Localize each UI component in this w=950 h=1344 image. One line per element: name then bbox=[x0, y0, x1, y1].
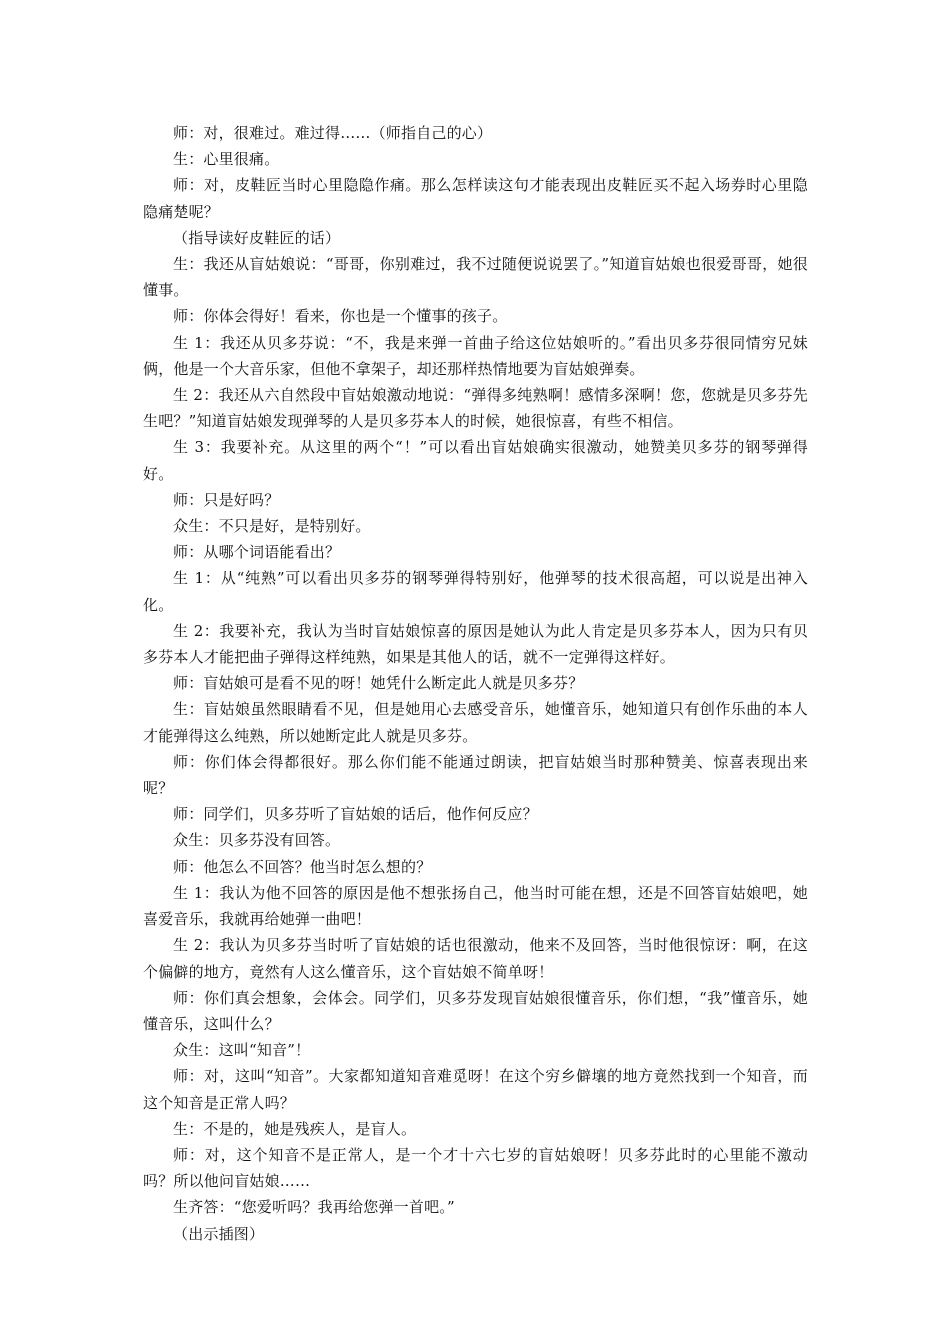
paragraph: 生：盲姑娘虽然眼睛看不见，但是她用心去感受音乐，她懂音乐，她知道只有创作乐曲的本人才能弹得这么纯熟，所以她断定此人就是贝多芬。 bbox=[143, 700, 808, 745]
paragraph: 生 1：我认为他不回答的原因是他不想张扬自己，他当时可能在想，还是不回答盲姑娘吧，她喜爱音乐，我就再给她弹一曲吧！ bbox=[143, 883, 808, 929]
paragraph: 生 1：我还从贝多芬说：“不，我是来弹一首曲子给这位姑娘听的。”看出贝多芬很同情穷兄妹俩，他是一个大音乐家，但他不拿架子，却还那样热情地要为盲姑娘弹奏。 bbox=[143, 333, 808, 378]
paragraph: 生 1：从“纯熟”可以看出贝多芬的钢琴弹得特别好，他弹琴的技术很高超，可以说是出神入化。 bbox=[143, 569, 808, 614]
paragraph: 师：只是好吗？ bbox=[173, 490, 280, 509]
paragraph: 师：盲姑娘可是看不见的呀！她凭什么断定此人就是贝多芬？ bbox=[173, 674, 584, 693]
paragraph: 生 2：我认为贝多芬当时听了盲姑娘的话也很激动，他来不及回答，当时他很惊讶：啊，在这个偏僻的地方，竟然有人这么懂音乐，这个盲姑娘不简单呀！ bbox=[143, 936, 808, 981]
paragraph: 生：我还从盲姑娘说：“哥哥，你别难过，我不过随便说说罢了。”知道盲姑娘也很爱哥哥，她很懂事。 bbox=[143, 255, 808, 300]
paragraph: 师：对，这叫“知音”。大家都知道知音难觅呀！在这个穷乡僻壤的地方竟然找到一个知音，而这个知音是正常人吗？ bbox=[143, 1067, 808, 1112]
paragraph: 师：对，皮鞋匠当时心里隐隐作痛。那么怎样读这句才能表现出皮鞋匠买不起入场券时心里隐隐痛楚呢？ bbox=[143, 176, 808, 221]
paragraph: 生：不是的，她是残疾人，是盲人。 bbox=[173, 1119, 417, 1138]
paragraph: （指导读好皮鞋匠的话） bbox=[173, 228, 341, 247]
paragraph: 师：对，这个知音不是正常人，是一个才十六七岁的盲姑娘呀！贝多芬此时的心里能不激动吗？所以他问盲姑娘…… bbox=[143, 1145, 808, 1191]
paragraph: 师：他怎么不回答？他当时怎么想的？ bbox=[173, 857, 432, 876]
paragraph: 众生：贝多芬没有回答。 bbox=[173, 831, 341, 850]
paragraph: 生 2：我还从六自然段中盲姑娘激动地说：“弹得多纯熟啊！感情多深啊！您，您就是贝多芬先生吧？”知道盲姑娘发现弹琴的人是贝多芬本人的时候，她很惊喜，有些不相信。 bbox=[143, 386, 808, 431]
paragraph: 生：心里很痛。 bbox=[173, 150, 280, 169]
paragraph: 师：从哪个词语能看出？ bbox=[173, 543, 341, 562]
paragraph: （出示插图） bbox=[173, 1224, 265, 1243]
paragraph: 众生：这叫“知音”！ bbox=[173, 1041, 311, 1060]
paragraph: 生 3：我要补充。从这里的两个“！”可以看出盲姑娘确实很激动，她赞美贝多芬的钢琴弹得好。 bbox=[143, 438, 808, 483]
paragraph: 师：你们真会想象，会体会。同学们，贝多芬发现盲姑娘很懂音乐，你们想，“我”懂音乐，她懂音乐，这叫什么？ bbox=[143, 988, 808, 1033]
paragraph: 师：对，很难过。难过得……（师指自己的心） bbox=[173, 124, 493, 142]
paragraph: 生齐答：“您爱听吗？我再给您弹一首吧。” bbox=[173, 1198, 455, 1217]
paragraph: 师：同学们，贝多芬听了盲姑娘的话后，他作何反应？ bbox=[173, 805, 538, 824]
paragraph: 师：你们体会得都很好。那么你们能不能通过朗读，把盲姑娘当时那种赞美、惊喜表现出来呢？ bbox=[143, 752, 808, 798]
paragraph: 众生：不只是好，是特别好。 bbox=[173, 517, 371, 536]
paragraph: 师：你体会得好！看来，你也是一个懂事的孩子。 bbox=[173, 307, 508, 326]
paragraph: 生 2：我要补充，我认为当时盲姑娘惊喜的原因是她认为此人肯定是贝多芬本人，因为只有贝多芬本人才能把曲子弹得这样纯熟，如果是其他人的话，就不一定弹得这样好。 bbox=[143, 621, 808, 667]
document-body bbox=[143, 120, 808, 1247]
